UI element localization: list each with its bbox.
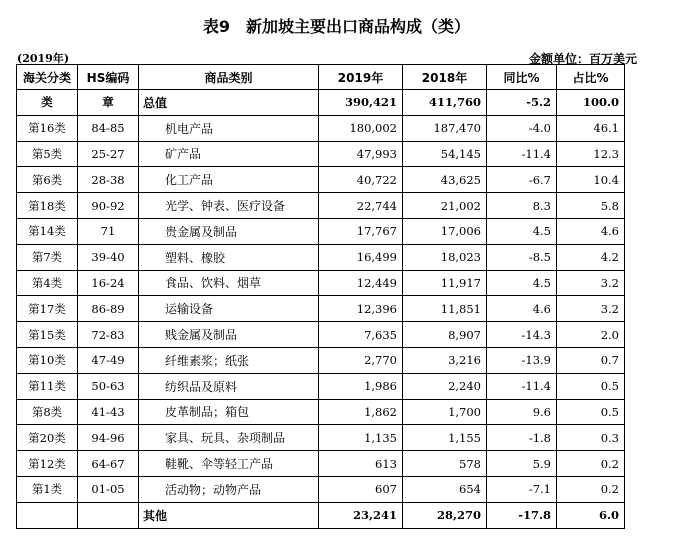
cell-yoy: -8.5 xyxy=(487,244,557,270)
cell-share: 3.2 xyxy=(557,270,625,296)
cell-customs-class: 第6类 xyxy=(17,167,78,193)
cell-value-2018: 187,470 xyxy=(403,115,487,141)
cell-value-2019: 16,499 xyxy=(319,244,403,270)
cell-hs-code: 84-85 xyxy=(78,115,139,141)
cell-yoy: -1.8 xyxy=(487,425,557,451)
table-row xyxy=(17,373,625,399)
cell-value-2018: 578 xyxy=(403,451,487,477)
cell-value-2019: 22,744 xyxy=(319,193,403,219)
cell-hs-code: 章 xyxy=(78,90,139,116)
cell-value-2018: 654 xyxy=(403,476,487,502)
cell-value-2018: 11,917 xyxy=(403,270,487,296)
cell-value-2018: 43,625 xyxy=(403,167,487,193)
table-row xyxy=(17,141,625,167)
cell-share: 0.3 xyxy=(557,425,625,451)
cell-value-2019: 390,421 xyxy=(319,90,403,116)
cell-customs-class: 第12类 xyxy=(17,451,78,477)
cell-hs-code: 41-43 xyxy=(78,399,139,425)
cell-value-2019: 607 xyxy=(319,476,403,502)
table-row xyxy=(17,322,625,348)
cell-category: 家具、玩具、杂项制品 xyxy=(139,425,319,451)
cell-share: 0.7 xyxy=(557,347,625,373)
cell-customs-class: 类 xyxy=(17,90,78,116)
table-title: 表9 新加坡主要出口商品构成（类） xyxy=(202,17,471,36)
cell-share: 3.2 xyxy=(557,296,625,322)
cell-value-2018: 3,216 xyxy=(403,347,487,373)
cell-share: 5.8 xyxy=(557,193,625,219)
cell-hs-code xyxy=(78,502,139,528)
header-row xyxy=(17,65,625,90)
cell-category: 化工产品 xyxy=(139,167,319,193)
table-row xyxy=(17,296,625,322)
cell-yoy: -17.8 xyxy=(487,502,557,528)
cell-share: 4.6 xyxy=(557,218,625,244)
cell-hs-code: 39-40 xyxy=(78,244,139,270)
table-row xyxy=(17,502,625,528)
cell-value-2019: 1,986 xyxy=(319,373,403,399)
export-composition-table xyxy=(16,64,625,529)
cell-value-2019: 40,722 xyxy=(319,167,403,193)
cell-yoy: -4.0 xyxy=(487,115,557,141)
table-row xyxy=(17,425,625,451)
cell-value-2018: 1,155 xyxy=(403,425,487,451)
cell-category: 活动物；动物产品 xyxy=(139,476,319,502)
header-2018: 2018年 xyxy=(403,65,487,90)
cell-hs-code: 94-96 xyxy=(78,425,139,451)
cell-yoy: -11.4 xyxy=(487,373,557,399)
unit-note: 金额单位：百万美元 xyxy=(528,52,637,66)
cell-share: 0.5 xyxy=(557,399,625,425)
cell-customs-class: 第5类 xyxy=(17,141,78,167)
cell-hs-code: 25-27 xyxy=(78,141,139,167)
table-row xyxy=(17,115,625,141)
cell-value-2018: 28,270 xyxy=(403,502,487,528)
cell-value-2019: 180,002 xyxy=(319,115,403,141)
cell-yoy: 4.5 xyxy=(487,270,557,296)
table-row xyxy=(17,90,625,116)
cell-share: 10.4 xyxy=(557,167,625,193)
cell-share: 0.5 xyxy=(557,373,625,399)
cell-customs-class: 第10类 xyxy=(17,347,78,373)
cell-category: 食品、饮料、烟草 xyxy=(139,270,319,296)
cell-category: 其他 xyxy=(139,502,319,528)
cell-value-2018: 411,760 xyxy=(403,90,487,116)
cell-value-2018: 2,240 xyxy=(403,373,487,399)
cell-value-2019: 17,767 xyxy=(319,218,403,244)
cell-share: 2.0 xyxy=(557,322,625,348)
cell-category: 运输设备 xyxy=(139,296,319,322)
cell-yoy: 8.3 xyxy=(487,193,557,219)
table-row xyxy=(17,399,625,425)
table-row xyxy=(17,451,625,477)
table-row xyxy=(17,244,625,270)
cell-category: 光学、钟表、医疗设备 xyxy=(139,193,319,219)
cell-hs-code: 72-83 xyxy=(78,322,139,348)
year-note: (2019年) xyxy=(17,52,70,65)
cell-customs-class: 第18类 xyxy=(17,193,78,219)
table-row xyxy=(17,476,625,502)
cell-category: 皮革制品；箱包 xyxy=(139,399,319,425)
cell-hs-code: 16-24 xyxy=(78,270,139,296)
cell-value-2019: 613 xyxy=(319,451,403,477)
cell-value-2018: 1,700 xyxy=(403,399,487,425)
cell-value-2018: 17,006 xyxy=(403,218,487,244)
cell-customs-class: 第8类 xyxy=(17,399,78,425)
cell-yoy: -13.9 xyxy=(487,347,557,373)
cell-yoy: 9.6 xyxy=(487,399,557,425)
cell-yoy: 5.9 xyxy=(487,451,557,477)
cell-value-2019: 12,449 xyxy=(319,270,403,296)
cell-hs-code: 86-89 xyxy=(78,296,139,322)
cell-value-2019: 47,993 xyxy=(319,141,403,167)
cell-value-2018: 21,002 xyxy=(403,193,487,219)
cell-value-2018: 11,851 xyxy=(403,296,487,322)
cell-customs-class: 第20类 xyxy=(17,425,78,451)
cell-hs-code: 90-92 xyxy=(78,193,139,219)
cell-share: 12.3 xyxy=(557,141,625,167)
cell-category: 机电产品 xyxy=(139,115,319,141)
header-hs-code: HS编码 xyxy=(78,65,139,90)
cell-category: 矿产品 xyxy=(139,141,319,167)
header-category: 商品类别 xyxy=(139,65,319,90)
cell-value-2019: 2,770 xyxy=(319,347,403,373)
cell-value-2019: 23,241 xyxy=(319,502,403,528)
cell-share: 6.0 xyxy=(557,502,625,528)
cell-category: 塑料、橡胶 xyxy=(139,244,319,270)
cell-value-2018: 18,023 xyxy=(403,244,487,270)
cell-yoy: 4.6 xyxy=(487,296,557,322)
cell-category: 纺织品及原料 xyxy=(139,373,319,399)
cell-yoy: 4.5 xyxy=(487,218,557,244)
cell-hs-code: 28-38 xyxy=(78,167,139,193)
cell-hs-code: 64-67 xyxy=(78,451,139,477)
cell-customs-class: 第14类 xyxy=(17,218,78,244)
cell-share: 4.2 xyxy=(557,244,625,270)
cell-category: 贵金属及制品 xyxy=(139,218,319,244)
cell-value-2018: 54,145 xyxy=(403,141,487,167)
cell-category: 纤维素浆；纸张 xyxy=(139,347,319,373)
table-row xyxy=(17,270,625,296)
cell-hs-code: 50-63 xyxy=(78,373,139,399)
cell-customs-class: 第4类 xyxy=(17,270,78,296)
cell-yoy: -5.2 xyxy=(487,90,557,116)
cell-yoy: -7.1 xyxy=(487,476,557,502)
cell-yoy: -11.4 xyxy=(487,141,557,167)
cell-value-2019: 7,635 xyxy=(319,322,403,348)
cell-value-2019: 12,396 xyxy=(319,296,403,322)
cell-yoy: -6.7 xyxy=(487,167,557,193)
cell-value-2019: 1,135 xyxy=(319,425,403,451)
table-row xyxy=(17,193,625,219)
cell-customs-class: 第11类 xyxy=(17,373,78,399)
header-customs-class: 海关分类 xyxy=(17,65,78,90)
cell-hs-code: 47-49 xyxy=(78,347,139,373)
cell-share: 0.2 xyxy=(557,476,625,502)
cell-customs-class xyxy=(17,502,78,528)
cell-category: 贱金属及制品 xyxy=(139,322,319,348)
cell-share: 100.0 xyxy=(557,90,625,116)
cell-customs-class: 第15类 xyxy=(17,322,78,348)
header-2019: 2019年 xyxy=(319,65,403,90)
cell-value-2018: 8,907 xyxy=(403,322,487,348)
cell-customs-class: 第1类 xyxy=(17,476,78,502)
cell-value-2019: 1,862 xyxy=(319,399,403,425)
table-row xyxy=(17,347,625,373)
cell-customs-class: 第17类 xyxy=(17,296,78,322)
cell-customs-class: 第16类 xyxy=(17,115,78,141)
cell-share: 0.2 xyxy=(557,451,625,477)
table-row xyxy=(17,167,625,193)
cell-hs-code: 71 xyxy=(78,218,139,244)
cell-yoy: -14.3 xyxy=(487,322,557,348)
cell-hs-code: 01-05 xyxy=(78,476,139,502)
header-yoy: 同比% xyxy=(487,65,557,90)
cell-share: 46.1 xyxy=(557,115,625,141)
cell-customs-class: 第7类 xyxy=(17,244,78,270)
header-share: 占比% xyxy=(557,65,625,90)
table-row xyxy=(17,218,625,244)
cell-category: 鞋靴、伞等轻工产品 xyxy=(139,451,319,477)
cell-category: 总值 xyxy=(139,90,319,116)
